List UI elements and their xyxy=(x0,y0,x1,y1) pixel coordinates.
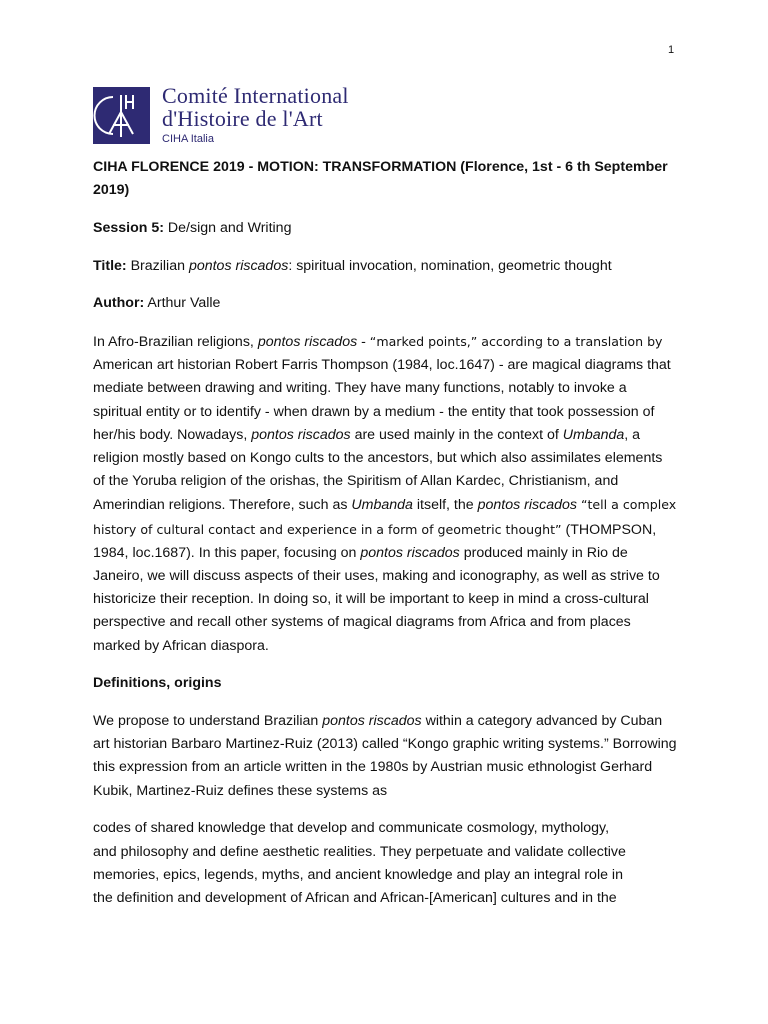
quoted-citation: “tell a complex history of cultural contact and experience in a form of geometric thought” xyxy=(93,497,677,537)
logo-line-1: Comité International xyxy=(162,83,349,108)
session-line xyxy=(93,217,678,240)
text-run: , a religion mostly based on Kongo cults to the ancestors, but which also assimilates elements of the Yoruba religion of the orishas, the Spiritism of Allan Kardec, Christianism, and Amerindian religions. Therefore, such as xyxy=(93,426,663,514)
text-run: produced mainly in Rio de Janeiro, we will discuss aspects of their uses, making and iconography, as well as strive to historicize their reception. In doing so, it will be important to keep in mind a cross-cultural perspective and recall other systems of magical diagrams from Africa and from places marked by African diaspora. xyxy=(93,544,660,654)
ciha-emblem-icon xyxy=(93,87,150,144)
document-body xyxy=(93,156,678,925)
author-line xyxy=(93,292,678,315)
italic-term: Umbanda xyxy=(351,497,413,514)
quoted-translation: “marked points,” according to a translation by xyxy=(369,334,663,350)
author-label: Author: xyxy=(93,295,145,312)
logo-text xyxy=(162,85,349,145)
text-run: We propose to understand Brazilian xyxy=(93,713,323,730)
italic-term: pontos riscados xyxy=(477,497,577,514)
text-run: (THOMPSON, 1984, loc.1687). In this paper, focusing on xyxy=(93,521,657,561)
italic-term: pontos riscados xyxy=(322,713,422,730)
text-run: are used mainly in the context of xyxy=(350,426,563,443)
title-text-end: : spiritual invocation, nomination, geometric thought xyxy=(288,257,612,274)
conference-title: CIHA FLORENCE 2019 - MOTION: TRANSFORMATION (Florence, 1st - 6 th September 2019) xyxy=(93,159,668,199)
page-number: 1 xyxy=(668,44,675,56)
block-quote: codes of shared knowledge that develop and communicate cosmology, mythology, and philosophy and define aesthetic realities. They perpetuate and validate collective memories, epics, legends, myths, and ancient knowledge and play an integral role in the definition and development of African and African-[American] cultures and in the xyxy=(93,820,626,906)
text-run: within a category advanced by Cuban art historian Barbaro Martinez-Ruiz (2013) called “Kongo graphic writing systems.” Borrowing this expression from an article written in the 1980s by Austrian music ethnologist Gerhard Kubik, Martinez-Ruiz defines these systems as xyxy=(93,713,677,799)
italic-term: pontos riscados xyxy=(360,544,460,561)
author-name: Arthur Valle xyxy=(144,295,221,312)
ciha-logo xyxy=(93,85,349,145)
italic-term: Umbanda xyxy=(562,426,625,443)
logo-line-3: CIHA Italia xyxy=(162,133,214,145)
text-run: - xyxy=(357,334,370,351)
title-text: Brazilian xyxy=(126,257,189,274)
session-label: Session 5: xyxy=(93,219,164,236)
text-run: In Afro-Brazilian religions, xyxy=(93,334,258,351)
title-italic: pontos riscados xyxy=(188,257,289,274)
title-label: Title: xyxy=(93,257,127,274)
section-heading: Definitions, origins xyxy=(93,675,222,692)
title-line xyxy=(93,255,678,278)
text-run: American art historian Robert Farris Thompson (1984, loc.1647) - are magical diagrams that mediate between drawing and writing. They have many functions, notably to invoke a spiritual entity or to identify - when drawn by a medium - the entity that took possession of her/his body. Nowadays, xyxy=(93,357,671,443)
logo-line-2: d'Histoire de l'Art xyxy=(162,106,323,131)
paragraph-intro xyxy=(93,330,678,658)
italic-term: pontos riscados xyxy=(257,334,358,351)
session-value: De/sign and Writing xyxy=(163,219,292,236)
paragraph-definitions xyxy=(93,710,678,803)
text-run: itself, the xyxy=(412,497,478,514)
italic-term: pontos riscados xyxy=(251,426,351,443)
